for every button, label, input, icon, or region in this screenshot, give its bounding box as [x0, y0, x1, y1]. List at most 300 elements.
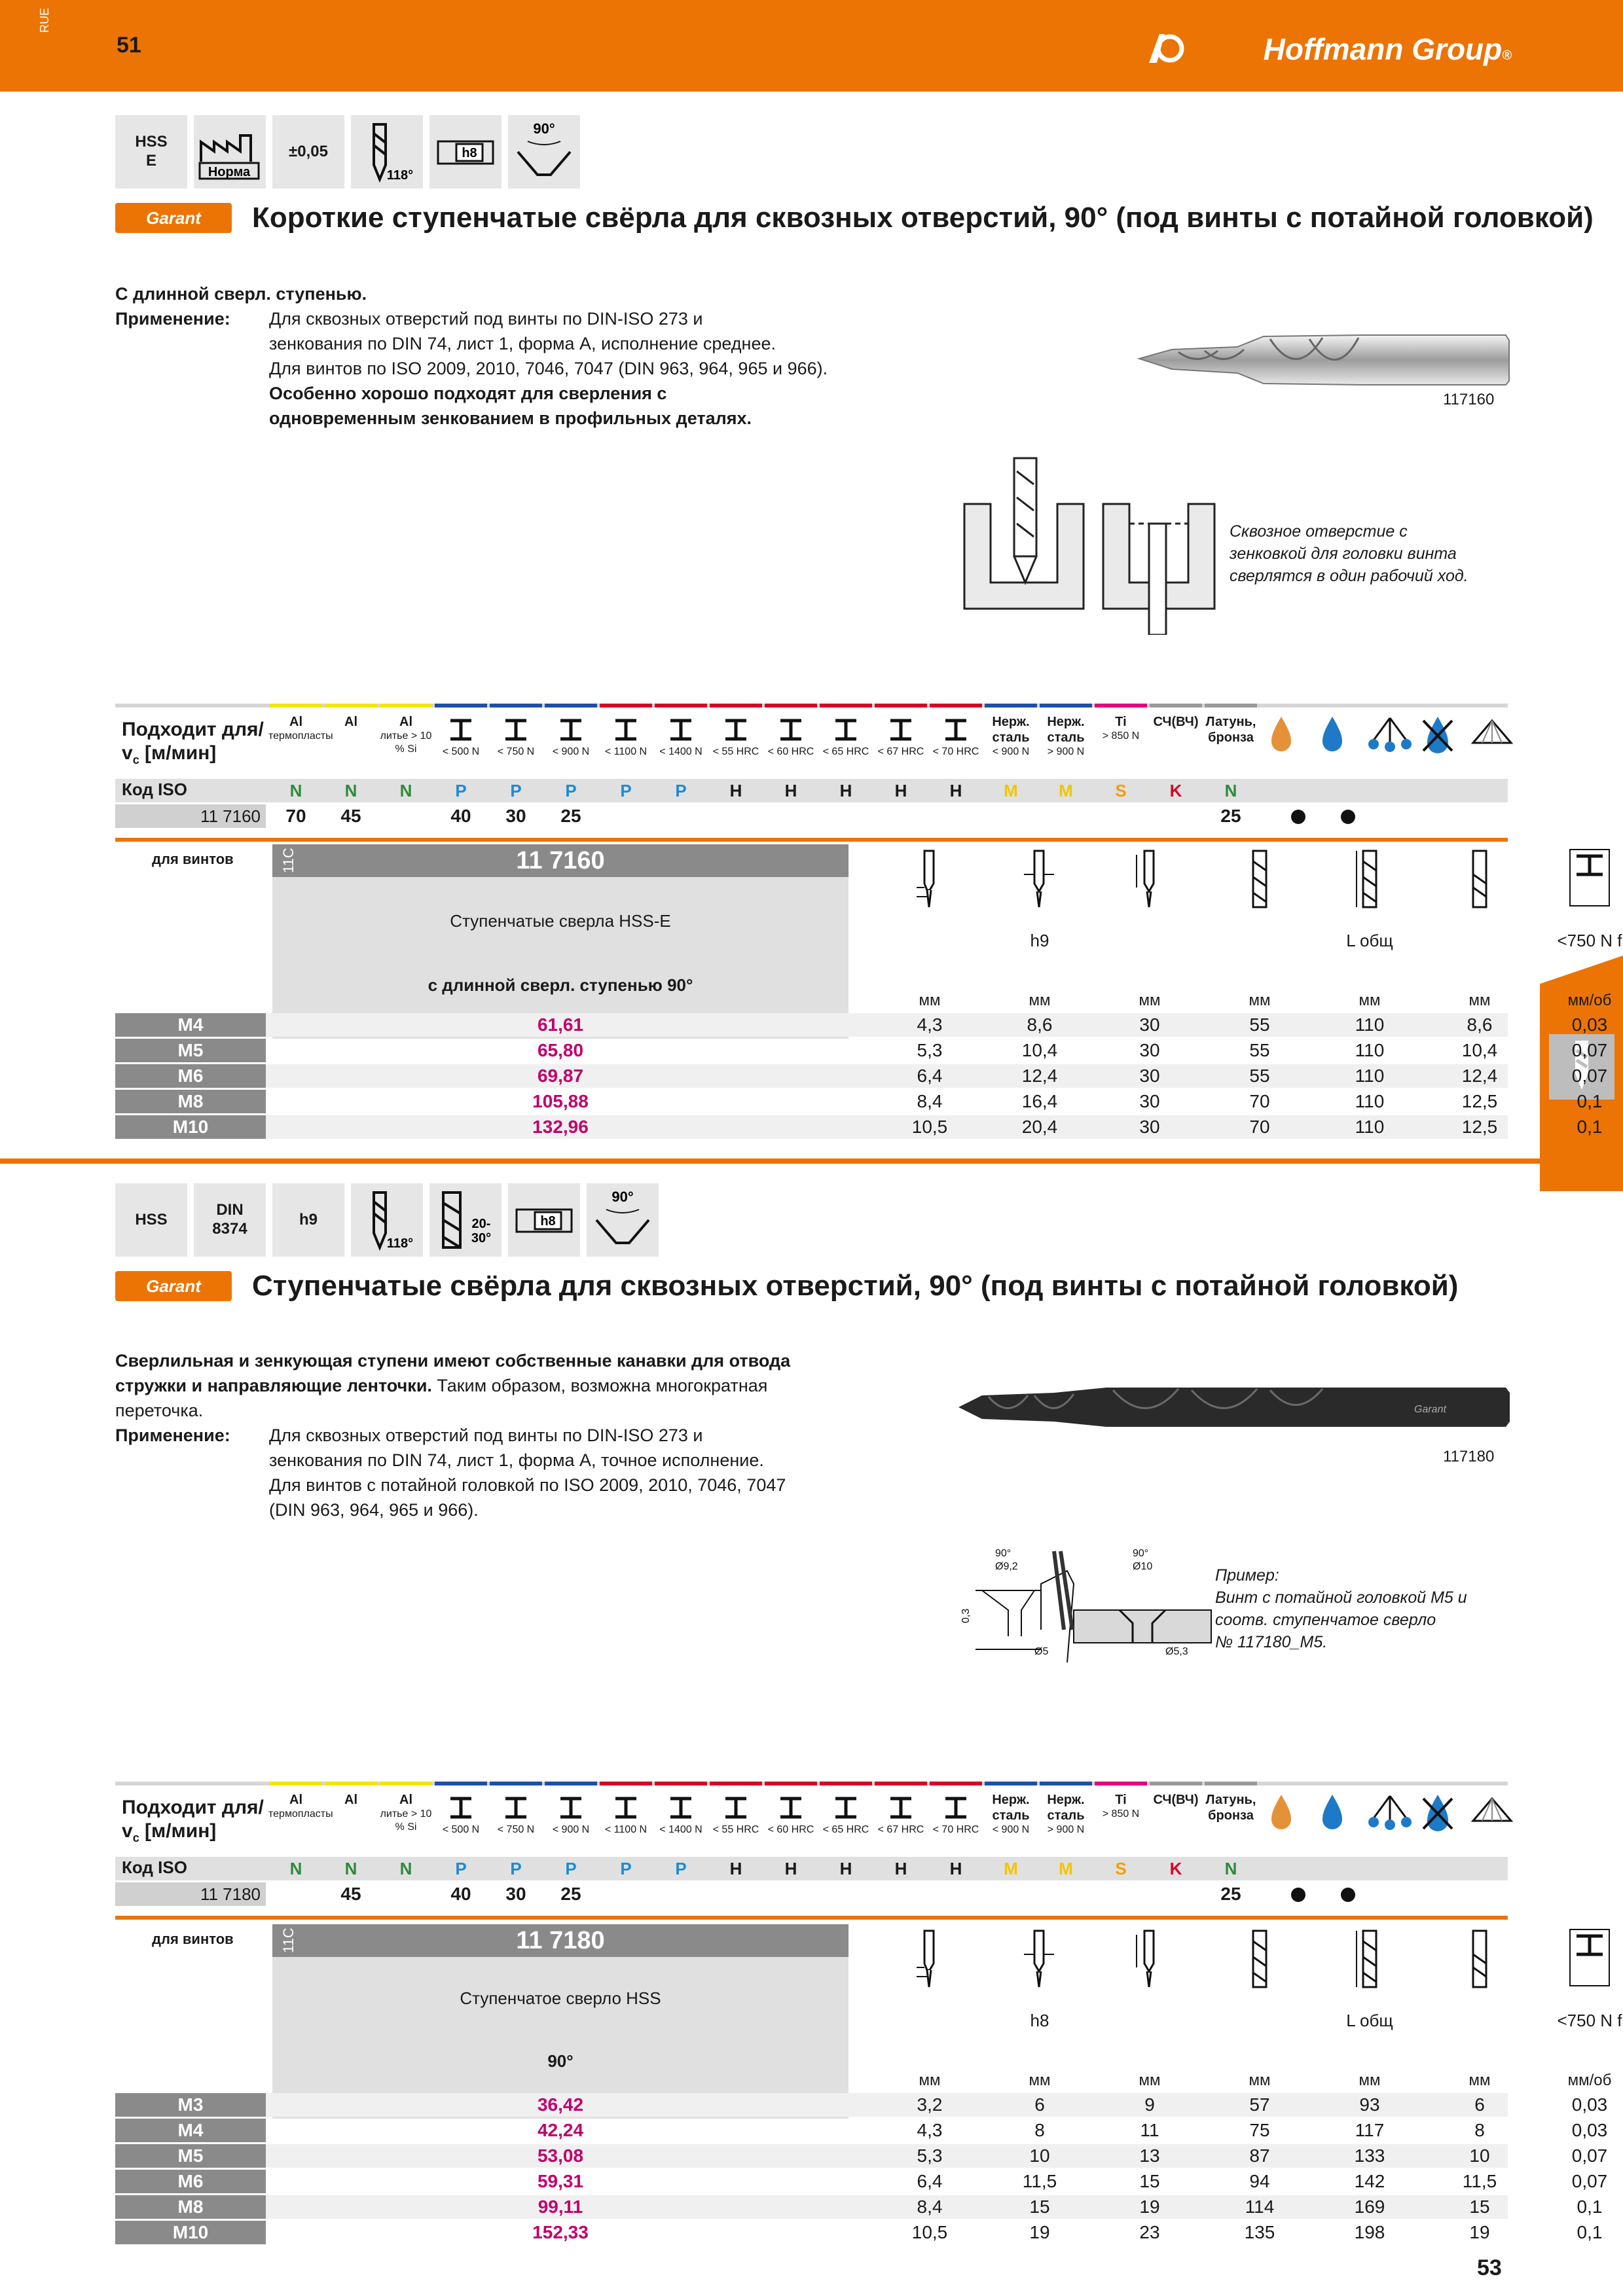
price-value[interactable]: 65,80 — [537, 1040, 584, 1060]
spec-material-hss: HSS — [115, 1183, 187, 1257]
example-caption: Пример: Винт с потайной головкой M5 и соотв. ступенчатое сверло № 117180_M5. — [1215, 1566, 1467, 1651]
screw-size: M5 — [115, 1039, 266, 1062]
dimension-label: h8 — [1030, 2011, 1049, 2030]
dimension-value: 8,6 — [1467, 1014, 1493, 1035]
cutting-speed: 45 — [340, 1884, 361, 1904]
dimension-label: h9 — [1030, 931, 1049, 950]
dimension-value: 16,4 — [1021, 1091, 1058, 1111]
section1-app-bold: Особенно хорошо подходят для сверления с — [269, 384, 667, 403]
section1-app-line: зенкования по DIN 74, лист 1, форма A, исполнение среднее. — [269, 334, 776, 353]
material-header: Нерж. сталь > 900 N — [1047, 1793, 1085, 1835]
dimension-value: 0,1 — [1577, 1117, 1603, 1137]
iso-code: M — [1059, 1859, 1073, 1878]
material-color-bar — [1205, 1782, 1257, 1785]
dimension-value: 110 — [1355, 1040, 1385, 1060]
material-header: СЧ(ВЧ) — [1153, 715, 1199, 729]
unit-label: мм — [1468, 2072, 1491, 2089]
material-header: Латунь, бронза — [1205, 1793, 1256, 1823]
coolant-dry-icon — [1418, 1792, 1467, 1852]
material-color-bar — [655, 704, 707, 708]
dimension-value: 10 — [1469, 2145, 1490, 2166]
dimension-value: 169 — [1354, 2197, 1385, 2217]
for-screws-label: для винтов — [152, 1931, 234, 1947]
price-value[interactable]: 99,11 — [538, 2197, 583, 2217]
material-color-bar — [710, 1782, 762, 1785]
coolant-dot — [1341, 810, 1355, 824]
dimension-value: 198 — [1354, 2222, 1385, 2242]
screw-size: M3 — [115, 2093, 266, 2117]
dimension-value: 11,5 — [1462, 2171, 1497, 2191]
iso-code: P — [510, 1859, 522, 1878]
dimension-icon — [1457, 1928, 1502, 1990]
dimension-value: 4,3 — [917, 1014, 943, 1035]
drill-code-117180: 117180 — [1443, 1448, 1495, 1465]
dimension-value: 94 — [1249, 2171, 1270, 2191]
material-color-bar — [380, 1782, 432, 1785]
garant-badge-1: Garant — [115, 203, 232, 233]
section1-app-line: Для винтов по ISO 2009, 2010, 7046, 7047 (DIN 963, 964, 965 и 966). — [269, 359, 828, 378]
material-header: < 1100 N — [598, 714, 653, 774]
material-color-bar — [710, 704, 762, 708]
coolant-air-icon — [1469, 714, 1518, 774]
iso-code: H — [949, 1859, 962, 1878]
dimension-icon — [907, 1928, 952, 1990]
unit-label: мм/об — [1567, 2072, 1612, 2089]
unit-label: мм — [1029, 2072, 1051, 2089]
svg-text:118°: 118° — [386, 168, 414, 183]
dimension-value: 135 — [1244, 2222, 1275, 2242]
dimension-value: 0,1 — [1577, 2222, 1603, 2242]
dimension-value: 5,3 — [917, 1040, 943, 1060]
coolant-mql-icon — [1367, 1792, 1415, 1852]
article-number: 11 7160 — [516, 847, 605, 874]
section2-title: Ступенчатые свёрла для сквозных отверстий, 90° (под винты с потайной головкой) — [252, 1270, 1459, 1302]
svg-text:h8: h8 — [540, 1214, 556, 1229]
diagram-caption-1: Сквозное отверстие с зенковкой для головки винта сверлятся в один рабочий ход. — [1230, 522, 1468, 585]
cutting-speed: 30 — [505, 806, 526, 826]
material-color-bar — [765, 1782, 817, 1785]
countersink-example-diagram — [956, 1545, 1231, 1669]
dimension-value: 13 — [1139, 2145, 1160, 2166]
spec-boxes-1 — [115, 115, 587, 188]
iso-code: H — [784, 781, 797, 800]
material-color-bar — [875, 1782, 927, 1785]
page-number-top: 51 — [117, 33, 141, 58]
dimension-value: 9 — [1144, 2094, 1155, 2115]
iso-code: K — [1169, 1859, 1182, 1878]
dimension-value: 30 — [1139, 1040, 1160, 1060]
dimension-value: 8,4 — [917, 1091, 943, 1111]
material-header: Al литье > 10 % Si — [380, 1793, 432, 1833]
material-color-bar — [875, 704, 927, 708]
dimension-value: 12,5 — [1461, 1091, 1498, 1111]
coolant-oil-icon — [1265, 1792, 1313, 1852]
material-color-bar — [1040, 704, 1092, 708]
suitability-table-1 — [115, 704, 1508, 831]
dimension-value: 6 — [1034, 2094, 1045, 2115]
material-color-bar — [435, 704, 487, 708]
iso-code: H — [784, 1859, 797, 1878]
dimension-label: <750 N f — [1557, 2011, 1622, 2030]
material-color-bar — [655, 1782, 707, 1785]
material-color-bar — [820, 704, 872, 708]
dimension-icon — [1127, 848, 1172, 910]
dimension-value: 15 — [1029, 2197, 1050, 2217]
product-table-1 — [115, 844, 1622, 1142]
unit-label: мм — [919, 2072, 941, 2089]
coolant-emulsion-icon — [1316, 1792, 1364, 1852]
cutting-speed: 70 — [285, 806, 306, 826]
svg-text:90°: 90° — [611, 1189, 634, 1205]
iso-code: P — [675, 781, 687, 800]
dimension-value: 19 — [1029, 2222, 1050, 2242]
unit-label: мм — [1139, 2072, 1161, 2089]
iso-code: N — [399, 781, 412, 800]
price-value[interactable]: 53,08 — [537, 2145, 584, 2166]
material-header: < 60 HRC — [763, 1792, 818, 1852]
iso-code: N — [344, 781, 357, 800]
dimension-value: 10,5 — [911, 2222, 948, 2242]
svg-text:90°: 90° — [995, 1548, 1012, 1559]
dimension-icon — [1347, 1928, 1392, 1990]
dimension-value: 30 — [1139, 1014, 1160, 1035]
material-color-bar — [1095, 704, 1147, 708]
screw-size: M6 — [115, 2170, 266, 2193]
dimension-value: 8,4 — [917, 2197, 943, 2217]
material-color-bar — [1150, 1782, 1202, 1785]
svg-text:Ø5: Ø5 — [1034, 1646, 1049, 1657]
material-header: < 1100 N — [598, 1792, 653, 1852]
dimension-value: 23 — [1139, 2222, 1160, 2242]
drill-engraving: Garant — [1414, 1404, 1446, 1415]
dimension-value: 12,4 — [1021, 1066, 1058, 1086]
garant-badge-2: Garant — [115, 1271, 232, 1301]
material-header: Нерж. сталь < 900 N — [992, 1793, 1030, 1835]
material-header: < 67 HRC — [873, 714, 928, 774]
iso-code: P — [455, 1859, 467, 1878]
cutting-speed: 40 — [450, 1884, 471, 1904]
dimension-value: 114 — [1245, 2197, 1275, 2217]
screw-size: M6 — [115, 1064, 266, 1088]
coolant-oil-icon — [1265, 714, 1313, 774]
iso-code: M — [1059, 781, 1073, 800]
material-header: < 500 N — [433, 714, 488, 774]
section1-app-line: Для сквозных отверстий под винты по DIN-ISO 273 и — [269, 309, 703, 329]
group-code: 11C — [280, 848, 297, 873]
dimension-value: 15 — [1139, 2171, 1160, 2191]
dimension-icon — [1457, 848, 1502, 910]
material-color-bar — [545, 704, 597, 708]
spec-countersink-angle — [587, 1183, 659, 1257]
divider-line — [115, 838, 1508, 842]
dimension-value: 55 — [1249, 1040, 1270, 1060]
product-table-2 — [115, 1924, 1622, 2245]
page-header — [0, 0, 1623, 92]
unit-label: мм — [1249, 992, 1271, 1009]
group-code: 11C — [280, 1928, 297, 1953]
material-color-bar — [930, 704, 982, 708]
iso-code: P — [675, 1859, 687, 1878]
norm-label: Норма — [208, 165, 251, 179]
material-header: < 750 N — [488, 1792, 543, 1852]
coolant-dot — [1291, 1888, 1305, 1902]
dimension-value: 0,03 — [1571, 2094, 1608, 2115]
material-header: Ti > 850 N — [1102, 715, 1140, 742]
dimension-value: 0,07 — [1571, 1040, 1608, 1060]
material-color-bar — [380, 704, 432, 708]
dimension-value: 0,03 — [1571, 1014, 1608, 1035]
dimension-value: 55 — [1249, 1066, 1270, 1086]
iso-code: M — [1004, 781, 1018, 800]
material-color-bar — [435, 1782, 487, 1785]
material-header: Al термопласты — [268, 715, 333, 742]
iso-code: N — [399, 1859, 412, 1878]
step-drill-image-117160 — [1133, 321, 1512, 399]
screw-size: M4 — [115, 2119, 266, 2142]
iso-code-label: Код ISO — [122, 780, 187, 799]
dimension-value: 6,4 — [917, 1066, 943, 1086]
dimension-value: 117 — [1355, 2120, 1385, 2140]
divider-line — [115, 1916, 1508, 1920]
dimension-value: 110 — [1355, 1014, 1385, 1035]
suit-label: Подходит для/ $v_c$ [м/мин] — [122, 719, 264, 766]
dimension-value: 5,3 — [917, 2145, 943, 2166]
section1-app-bold: одновременным зенкованием в профильных деталях. — [269, 408, 752, 428]
iso-code: P — [565, 781, 577, 800]
unit-label: мм — [1359, 992, 1381, 1009]
spec-point-angle — [351, 1183, 423, 1257]
dimension-value: 0,07 — [1571, 1066, 1608, 1086]
dimension-value: 3,2 — [917, 2094, 943, 2115]
iso-code: H — [894, 1859, 907, 1878]
brand-name: Hoffmann Group® — [1263, 32, 1512, 66]
article-number: 11 7180 — [516, 1927, 605, 1954]
dimension-value: 10 — [1029, 2145, 1050, 2166]
dimension-icon — [1017, 1928, 1062, 1990]
material-color-bar — [490, 1782, 542, 1785]
material-header: Нерж. сталь > 900 N — [1047, 715, 1085, 757]
dimension-label: <750 N f — [1557, 931, 1622, 950]
coolant-dot — [1341, 1888, 1355, 1902]
dimension-value: 87 — [1249, 2145, 1270, 2166]
screw-size: M10 — [115, 1115, 266, 1139]
material-color-bar — [325, 704, 377, 708]
dimension-value: 8,6 — [1027, 1014, 1053, 1035]
suit-code: 11 7160 — [200, 806, 261, 826]
dimension-value: 93 — [1359, 2094, 1380, 2115]
section2-description: Сверлильная и зенкующая ступени имеют собственные канавки для отвода стружки и направляющие ленточки. Таким образом, возможна многократная переточка. Применение: Для сквозных отверстий под винты по DIN-ISO 273 и зенкования по DIN 74, лист 1, форма A, точное исполнение. Для винтов с потайной головкой по ISO 2009, 2010, 7046, 7047 (DIN 963, 964, 965 и 966). — [115, 1351, 791, 1520]
price-value[interactable]: 132,96 — [532, 1117, 589, 1137]
spec-countersink-angle — [508, 115, 580, 188]
section-divider — [0, 1158, 1540, 1164]
dimension-value: 30 — [1139, 1066, 1160, 1086]
dimension-value: 0,03 — [1571, 2120, 1608, 2140]
material-color-bar — [985, 704, 1037, 708]
material-header: < 55 HRC — [708, 1792, 763, 1852]
helix-label: 20- — [471, 1217, 491, 1231]
material-header: Латунь, бронза — [1205, 715, 1256, 745]
section2-app-label: Применение: — [115, 1426, 230, 1445]
through-hole-diagram — [959, 452, 1221, 635]
dimension-value: 12,5 — [1461, 1117, 1498, 1137]
suitability-table-2 — [115, 1782, 1508, 1909]
cutting-speed: 25 — [1220, 1884, 1241, 1904]
svg-text:118°: 118° — [386, 1236, 414, 1251]
iso-code: P — [455, 781, 467, 800]
dimension-value: 133 — [1354, 2145, 1385, 2166]
iso-code: S — [1115, 781, 1127, 800]
spec-tolerance-h9: h9 — [272, 1183, 344, 1257]
iso-code: N — [289, 1859, 302, 1878]
dimension-value: 6,4 — [917, 2171, 943, 2191]
material-color-bar — [600, 704, 652, 708]
material-color-bar — [1040, 1782, 1092, 1785]
product-desc: Ступенчатое сверло HSS — [460, 1988, 661, 2008]
cutting-speed: 25 — [560, 1884, 581, 1904]
material-color-bar — [545, 1782, 597, 1785]
dimension-value: 6 — [1474, 2094, 1485, 2115]
dimension-value: 11,5 — [1022, 2171, 1057, 2191]
dimension-value: 12,4 — [1461, 1066, 1498, 1086]
coolant-dry-icon — [1418, 714, 1467, 774]
hoffmann-logo-icon — [1148, 29, 1184, 65]
dimension-value: 19 — [1469, 2222, 1490, 2242]
material-header: < 900 N — [543, 1792, 598, 1852]
material-header: < 65 HRC — [818, 1792, 873, 1852]
material-color-bar — [1205, 704, 1257, 708]
cutting-speed: 30 — [505, 1884, 526, 1904]
coolant-dot — [1291, 810, 1305, 824]
iso-code: H — [894, 781, 907, 800]
price-value[interactable]: 59,31 — [537, 2171, 584, 2191]
price-value[interactable]: 105,88 — [532, 1091, 589, 1111]
dimension-value: 10,4 — [1461, 1040, 1498, 1060]
material-header: < 1400 N — [653, 1792, 708, 1852]
step-drill-image-117180 — [956, 1381, 1512, 1433]
material-header: < 70 HRC — [928, 714, 983, 774]
iso-code: S — [1115, 1859, 1127, 1878]
material-header: < 500 N — [433, 1792, 488, 1852]
screw-size: M5 — [115, 2144, 266, 2168]
unit-label: мм — [1139, 992, 1161, 1009]
material-color-bar — [1150, 704, 1202, 708]
dimension-value: 0,1 — [1577, 2197, 1603, 2217]
for-screws-label: для винтов — [152, 851, 234, 867]
material-header: < 900 N — [543, 714, 598, 774]
iso-code: H — [729, 781, 742, 800]
svg-text:Ø10: Ø10 — [1133, 1561, 1153, 1572]
cutting-speed: 45 — [340, 806, 361, 826]
spec-shank-tolerance — [429, 115, 501, 188]
product-desc: Ступенчатые сверла HSS-E — [450, 911, 671, 931]
material-header: Al — [344, 715, 357, 729]
dimension-value: 20,4 — [1021, 1117, 1058, 1137]
section1-lead: С длинной сверл. ступенью. — [115, 284, 367, 304]
material-header: Нерж. сталь < 900 N — [992, 715, 1030, 757]
dimension-icon — [1017, 848, 1062, 910]
price-value[interactable]: 61,61 — [537, 1014, 584, 1035]
iso-code: P — [620, 781, 632, 800]
dimension-value: 19 — [1139, 2197, 1160, 2217]
spec-shank-tolerance — [508, 1183, 580, 1257]
iso-code: H — [839, 1859, 852, 1878]
svg-text:90°: 90° — [1133, 1548, 1149, 1559]
material-color-bar — [820, 1782, 872, 1785]
price-value[interactable]: 42,24 — [537, 2120, 584, 2140]
iso-code: N — [1224, 781, 1237, 800]
material-header: Al — [344, 1793, 357, 1807]
section1-app-label: Применение: — [115, 309, 230, 329]
dimension-value: 10,5 — [911, 1117, 948, 1137]
dimension-value: 55 — [1249, 1014, 1270, 1035]
svg-text:Ø9,2: Ø9,2 — [995, 1561, 1018, 1572]
svg-text:90°: 90° — [533, 120, 555, 137]
iso-code: K — [1169, 781, 1182, 800]
coolant-air-icon — [1469, 1792, 1518, 1852]
dimension-value: 8 — [1474, 2120, 1485, 2140]
dimension-value: 110 — [1355, 1091, 1385, 1111]
screw-size: M4 — [115, 1013, 266, 1037]
screw-size: M8 — [115, 1090, 266, 1113]
material-color-bar — [985, 1782, 1037, 1785]
material-header: < 55 HRC — [708, 714, 763, 774]
coolant-mql-icon — [1367, 714, 1415, 774]
material-header: Al литье > 10 % Si — [380, 715, 432, 755]
svg-text:Ø5,3: Ø5,3 — [1165, 1646, 1188, 1657]
svg-text:0,3: 0,3 — [960, 1608, 972, 1623]
material-header: < 67 HRC — [873, 1792, 928, 1852]
price-value[interactable]: 152,33 — [532, 2222, 589, 2242]
page-number: 53 — [1477, 2255, 1502, 2280]
svg-text:h8: h8 — [462, 146, 477, 160]
dimension-value: 8 — [1034, 2120, 1045, 2140]
section1-description — [115, 281, 927, 431]
dimension-value: 70 — [1249, 1091, 1270, 1111]
iso-code: N — [344, 1859, 357, 1878]
unit-label: мм — [1249, 2072, 1271, 2089]
product-desc-2: 90° — [547, 2051, 574, 2071]
dimension-value: 75 — [1249, 2120, 1270, 2140]
material-header: < 60 HRC — [763, 714, 818, 774]
iso-code: H — [949, 781, 962, 800]
spec-tolerance: ±0,05 — [272, 115, 344, 188]
price-value[interactable]: 69,87 — [537, 1066, 584, 1086]
spec-din: DIN 8374 — [194, 1183, 266, 1257]
dimension-value: 110 — [1355, 1066, 1385, 1086]
iso-code: H — [839, 781, 852, 800]
unit-label: мм — [1468, 992, 1491, 1009]
material-color-bar — [270, 704, 322, 708]
material-color-bar — [765, 704, 817, 708]
material-header: < 70 HRC — [928, 1792, 983, 1852]
material-header: < 750 N — [488, 714, 543, 774]
coolant-emulsion-icon — [1316, 714, 1364, 774]
dimension-value: 0,07 — [1571, 2145, 1608, 2166]
material-color-bar — [490, 704, 542, 708]
cutting-speed: 25 — [1220, 806, 1241, 826]
dimension-value: 11 — [1140, 2120, 1159, 2140]
dimension-value: 0,1 — [1577, 1091, 1603, 1111]
dimension-icon — [1567, 1928, 1612, 1990]
iso-code-label: Код ISO — [122, 1857, 187, 1877]
material-header: Al термопласты — [268, 1793, 333, 1820]
product-desc-2: с длинной сверл. ступенью 90° — [428, 975, 693, 995]
locale-code: RUE — [38, 7, 51, 33]
iso-code: N — [1224, 1859, 1237, 1878]
price-value[interactable]: 36,42 — [537, 2094, 584, 2115]
material-header: Ti > 850 N — [1102, 1793, 1140, 1820]
iso-code: P — [510, 781, 522, 800]
